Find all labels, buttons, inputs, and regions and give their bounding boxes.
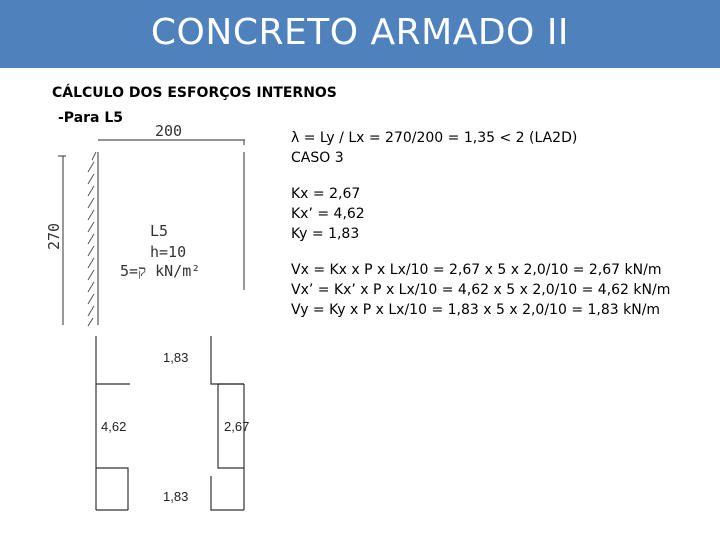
lambda-line: λ = Ly / Lx = 270/200 = 1,35 < 2 (LA2D) xyxy=(291,130,578,146)
diagram-bottom-right xyxy=(211,476,244,510)
width-label: 200 xyxy=(155,122,183,140)
vx-line: Vx = Kx x P x Lx/10 = 2,67 x 5 x 2,0/10 = 2,67 kN/m xyxy=(291,262,662,278)
height-label: 270 xyxy=(45,222,63,250)
slab-name: L5 xyxy=(150,222,169,240)
reaction-bottom: 1,83 xyxy=(163,489,189,504)
case-line: CASO 3 xyxy=(291,150,344,166)
calculation-block xyxy=(291,128,670,320)
support-hatching xyxy=(88,152,96,326)
diagram-top-right xyxy=(211,336,244,384)
reaction-left: 4,62 xyxy=(101,419,127,434)
vy-line: Vy = Ky x P x Lx/10 = 1,83 x 5 x 2,0/10 = 1,83 kN/m xyxy=(291,302,661,318)
ky-line: Ky = 1,83 xyxy=(291,226,360,242)
kx-prime-line: Kx’ = 4,62 xyxy=(291,206,365,222)
diagram-bottom-left xyxy=(96,468,128,510)
reaction-right: 2,67 xyxy=(224,419,250,434)
page-title: CONCRETO ARMADO II xyxy=(150,12,570,53)
kx-line: Kx = 2,67 xyxy=(291,186,361,202)
slab-thickness: h=10 xyxy=(150,243,187,261)
section-heading: CÁLCULO DOS ESFORÇOS INTERNOS xyxy=(52,85,337,101)
subheading: -Para L5 xyxy=(58,110,124,126)
slab-load: ק=5 kN/m² xyxy=(120,262,201,280)
diagram-top-left xyxy=(96,336,130,384)
vx-prime-line: Vx’ = Kx’ x P x Lx/10 = 4,62 x 5 x 2,0/10 = 4,62 kN/m xyxy=(291,282,671,298)
reaction-top: 1,83 xyxy=(163,350,189,365)
